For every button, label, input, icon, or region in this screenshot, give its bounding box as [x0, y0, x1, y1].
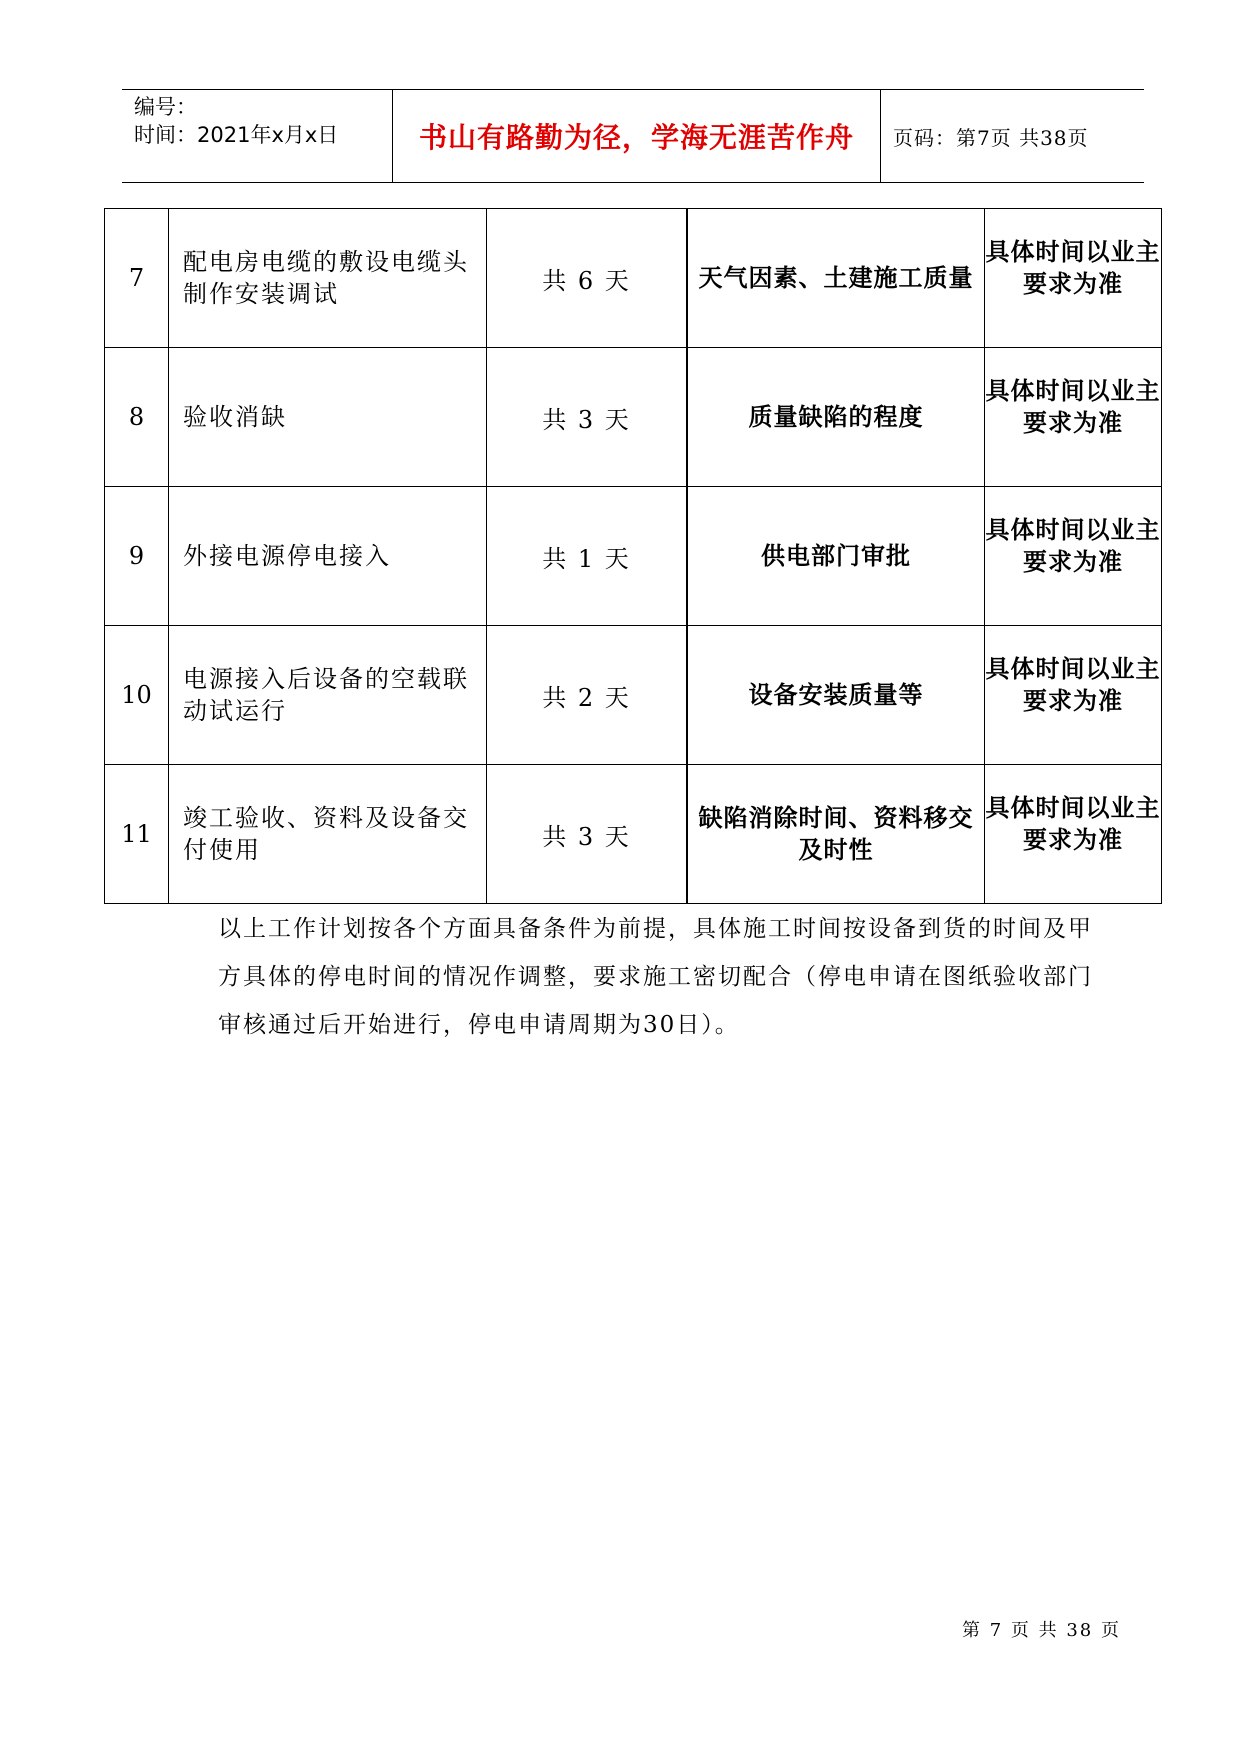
row-number: 11	[105, 765, 169, 904]
task-cell: 竣工验收、资料及设备交付使用	[169, 765, 487, 904]
table-row	[105, 626, 1162, 765]
page-header	[122, 89, 1144, 183]
note-text: 具体时间以业主要求为准	[985, 794, 1161, 854]
note-cell	[985, 626, 1162, 765]
time-label: 时间：2021年x月x日	[134, 123, 339, 147]
note-cell	[985, 209, 1162, 348]
table-row	[105, 487, 1162, 626]
body-paragraph	[158, 905, 1108, 1049]
page-footer: 第 7 页 共 38 页	[962, 1620, 1121, 1641]
duration-cell: 共 2 天	[487, 626, 688, 765]
table-row	[105, 765, 1162, 904]
table-row	[105, 209, 1162, 348]
task-cell: 外接电源停电接入	[169, 487, 487, 626]
duration-cell: 共 3 天	[487, 348, 688, 487]
row-number: 9	[105, 487, 169, 626]
duration-cell: 共 1 天	[487, 487, 688, 626]
task-cell: 配电房电缆的敷设电缆头制作安装调试	[169, 209, 487, 348]
header-meta	[122, 90, 393, 182]
note-text: 具体时间以业主要求为准	[985, 655, 1161, 715]
row-number: 10	[105, 626, 169, 765]
task-cell: 验收消缺	[169, 348, 487, 487]
duration-cell: 共 6 天	[487, 209, 688, 348]
note-cell	[985, 765, 1162, 904]
number-label: 编号：	[134, 95, 197, 119]
factor-cell: 缺陷消除时间、资料移交及时性	[687, 765, 985, 904]
row-number: 7	[105, 209, 169, 348]
duration-cell: 共 3 天	[487, 765, 688, 904]
factor-cell: 供电部门审批	[687, 487, 985, 626]
factor-cell: 设备安装质量等	[687, 626, 985, 765]
paragraph-text: 以上工作计划按各个方面具备条件为前提，具体施工时间按设备到货的时间及甲方具体的停电时间的情况作调整，要求施工密切配合（停电申请在图纸验收部门审核通过后开始进行，停电申请周期为30日）。	[218, 916, 1093, 1038]
note-cell	[985, 348, 1162, 487]
task-cell: 电源接入后设备的空载联动试运行	[169, 626, 487, 765]
note-cell	[985, 487, 1162, 626]
header-page-info: 页码：第7页 共38页	[893, 125, 1089, 150]
table-row	[105, 348, 1162, 487]
note-text: 具体时间以业主要求为准	[985, 516, 1161, 576]
row-number: 8	[105, 348, 169, 487]
note-text: 具体时间以业主要求为准	[985, 377, 1161, 437]
note-text: 具体时间以业主要求为准	[985, 238, 1161, 298]
header-motto: 书山有路勤为径，学海无涯苦作舟	[393, 90, 881, 182]
factor-cell: 质量缺陷的程度	[687, 348, 985, 487]
schedule-table	[104, 208, 1162, 904]
factor-cell: 天气因素、土建施工质量	[687, 209, 985, 348]
